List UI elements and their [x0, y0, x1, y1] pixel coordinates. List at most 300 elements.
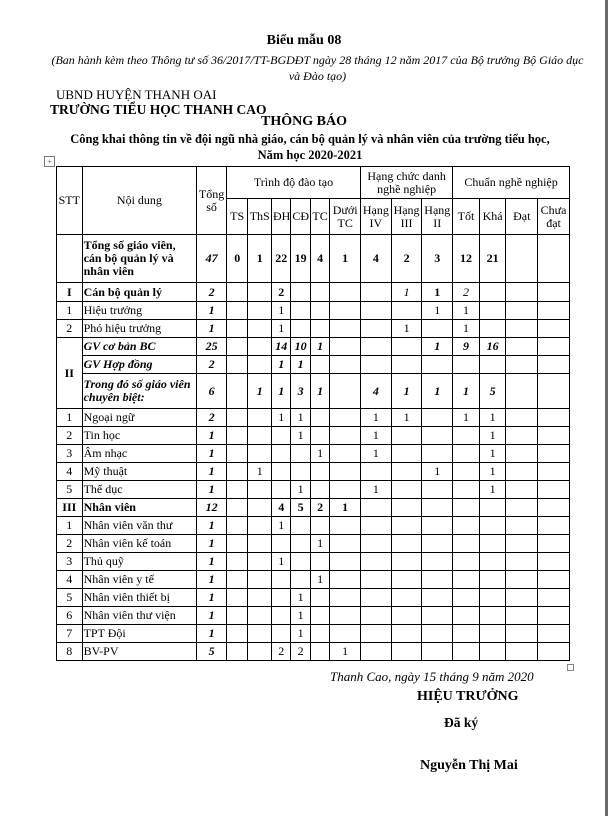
subheader-cell: ThS: [248, 199, 272, 235]
row-label: TPT Đội: [82, 625, 197, 643]
row-cell: 1: [248, 463, 272, 481]
row-cell: [226, 409, 248, 427]
row-cell: [422, 607, 453, 625]
row-label: Thể dục: [82, 481, 197, 499]
table-row: [57, 589, 570, 607]
row-cell: [271, 445, 290, 463]
row-cell: [291, 283, 310, 302]
row-cell: [453, 445, 480, 463]
row-cell: [310, 409, 329, 427]
row-cell: [422, 643, 453, 661]
row-cell: [453, 553, 480, 571]
row-cell: [291, 517, 310, 535]
row-cell: [226, 499, 248, 517]
row-cell: [391, 517, 422, 535]
row-cell: [506, 283, 538, 302]
row-cell: [506, 427, 538, 445]
row-cell: [226, 445, 248, 463]
row-cell: 2: [391, 235, 422, 283]
row-label: Cán bộ quản lý: [82, 283, 197, 302]
row-cell: 1: [291, 356, 310, 374]
notice-title: THÔNG BÁO: [261, 114, 347, 129]
subheader-cell: Khá: [479, 199, 506, 235]
row-cell: [248, 625, 272, 643]
row-cell: 1: [271, 374, 290, 409]
table-body: [57, 167, 570, 661]
row-label: Tin học: [82, 427, 197, 445]
row-cell: [330, 302, 361, 320]
row-total: 1: [197, 535, 227, 553]
row-cell: [391, 356, 422, 374]
row-cell: [271, 589, 290, 607]
row-cell: [391, 535, 422, 553]
row-cell: [453, 463, 480, 481]
row-cell: [361, 625, 392, 643]
row-cell: [479, 356, 506, 374]
row-stt: [57, 235, 83, 283]
row-cell: 14: [271, 338, 290, 356]
legal-basis: (Ban hành kèm theo Thông tư số 36/2017/TT-BGDĐT ngày 28 tháng 12 năm 2017 của Bộ trưởng Bộ Giáo dục và Đào tạo): [51, 53, 584, 83]
table-move-handle-icon[interactable]: +: [44, 156, 55, 167]
table-row: [57, 320, 570, 338]
row-total: 47: [197, 235, 227, 283]
row-label: Nhân viên thư viện: [82, 607, 197, 625]
row-cell: [330, 535, 361, 553]
row-cell: 1: [248, 235, 272, 283]
row-cell: [310, 427, 329, 445]
row-total: 1: [197, 607, 227, 625]
row-cell: [361, 517, 392, 535]
row-cell: [422, 625, 453, 643]
row-stt: 1: [57, 302, 83, 320]
row-cell: 1: [310, 535, 329, 553]
subheader-cell: TS: [226, 199, 248, 235]
row-cell: [506, 499, 538, 517]
subheader-cell: Hạng III: [391, 199, 422, 235]
table-row: [57, 535, 570, 553]
row-cell: 4: [361, 374, 392, 409]
row-cell: [506, 320, 538, 338]
row-cell: 1: [479, 409, 506, 427]
row-cell: 1: [391, 374, 422, 409]
row-cell: [226, 302, 248, 320]
staff-table: [56, 166, 570, 661]
date-place: Thanh Cao, ngày 15 tháng 9 năm 2020: [330, 669, 534, 684]
row-stt: 7: [57, 625, 83, 643]
row-cell: 1: [453, 302, 480, 320]
row-total: 1: [197, 463, 227, 481]
row-cell: [226, 607, 248, 625]
row-cell: [291, 571, 310, 589]
row-label: Tổng số giáo viên, cán bộ quản lý và nhân viên: [82, 235, 197, 283]
row-cell: [538, 338, 570, 356]
subheader-cell: CĐ: [291, 199, 310, 235]
row-cell: [453, 589, 480, 607]
row-cell: [506, 571, 538, 589]
row-cell: [271, 535, 290, 553]
row-cell: [330, 481, 361, 499]
table-row: [57, 571, 570, 589]
row-cell: [479, 535, 506, 553]
row-cell: [538, 409, 570, 427]
row-cell: [506, 553, 538, 571]
row-cell: 1: [422, 463, 453, 481]
row-cell: [453, 517, 480, 535]
row-cell: [271, 625, 290, 643]
subheader-cell: Đạt: [506, 199, 538, 235]
row-cell: [248, 283, 272, 302]
row-cell: [248, 356, 272, 374]
row-cell: [453, 571, 480, 589]
row-label: Nhân viên văn thư: [82, 517, 197, 535]
row-cell: 2: [271, 643, 290, 661]
row-label: Thủ quỹ: [82, 553, 197, 571]
row-cell: [226, 571, 248, 589]
row-total: 1: [197, 571, 227, 589]
row-cell: [391, 643, 422, 661]
row-stt: 5: [57, 481, 83, 499]
row-cell: 3: [291, 374, 310, 409]
row-cell: [248, 320, 272, 338]
row-cell: [506, 625, 538, 643]
row-stt: 6: [57, 607, 83, 625]
subheader-cell: ĐH: [271, 199, 290, 235]
row-cell: 1: [361, 427, 392, 445]
table-row: [57, 445, 570, 463]
row-cell: [310, 320, 329, 338]
table-row: [57, 302, 570, 320]
row-cell: [330, 356, 361, 374]
row-cell: 1: [310, 374, 329, 409]
row-cell: [291, 320, 310, 338]
header-stt: STT: [57, 167, 83, 235]
row-label: Nhân viên y tế: [82, 571, 197, 589]
row-cell: [506, 481, 538, 499]
row-cell: [330, 283, 361, 302]
row-cell: [226, 535, 248, 553]
row-total: 1: [197, 320, 227, 338]
row-cell: [361, 535, 392, 553]
row-cell: [361, 499, 392, 517]
row-cell: [226, 463, 248, 481]
row-cell: [248, 535, 272, 553]
table-row: [57, 427, 570, 445]
row-cell: [310, 589, 329, 607]
row-cell: 1: [271, 409, 290, 427]
row-cell: 1: [361, 409, 392, 427]
row-cell: [538, 463, 570, 481]
table-row: [57, 409, 570, 427]
row-cell: [506, 356, 538, 374]
row-cell: [479, 571, 506, 589]
row-cell: 1: [330, 235, 361, 283]
row-cell: [538, 356, 570, 374]
row-cell: [271, 571, 290, 589]
row-cell: [330, 553, 361, 571]
row-stt: 3: [57, 445, 83, 463]
row-cell: [422, 499, 453, 517]
row-cell: 5: [479, 374, 506, 409]
subheader-cell: TC: [310, 199, 329, 235]
row-cell: [479, 320, 506, 338]
row-cell: [479, 553, 506, 571]
row-cell: [391, 625, 422, 643]
row-cell: 19: [291, 235, 310, 283]
row-cell: 1: [479, 427, 506, 445]
row-cell: 1: [361, 481, 392, 499]
row-cell: [391, 445, 422, 463]
row-cell: [248, 571, 272, 589]
row-cell: 9: [453, 338, 480, 356]
row-cell: [538, 481, 570, 499]
row-cell: [422, 553, 453, 571]
row-cell: [291, 463, 310, 481]
row-cell: 1: [291, 481, 310, 499]
row-cell: 1: [330, 499, 361, 517]
row-label: Hiệu trưởng: [82, 302, 197, 320]
row-cell: [422, 427, 453, 445]
row-cell: 4: [361, 235, 392, 283]
row-cell: 1: [479, 445, 506, 463]
row-total: 1: [197, 427, 227, 445]
row-cell: [422, 445, 453, 463]
table-row: [57, 235, 570, 283]
row-cell: 1: [310, 338, 329, 356]
row-label: Nhân viên thiết bị: [82, 589, 197, 607]
row-total: 2: [197, 283, 227, 302]
row-total: 1: [197, 445, 227, 463]
row-cell: 1: [291, 625, 310, 643]
row-cell: 1: [271, 356, 290, 374]
subheader-cell: Hạng II: [422, 199, 453, 235]
row-cell: [506, 235, 538, 283]
row-label: BV-PV: [82, 643, 197, 661]
row-cell: [291, 553, 310, 571]
row-cell: [330, 517, 361, 535]
row-cell: [538, 283, 570, 302]
row-cell: [271, 607, 290, 625]
row-cell: [538, 499, 570, 517]
table-row: [57, 338, 570, 356]
row-stt: 4: [57, 463, 83, 481]
row-cell: [538, 374, 570, 409]
row-label: GV Hợp đồng: [82, 356, 197, 374]
row-cell: [291, 445, 310, 463]
row-total: 1: [197, 481, 227, 499]
row-cell: [361, 356, 392, 374]
row-cell: [248, 427, 272, 445]
header-total: Tổng số: [197, 167, 227, 235]
signer-title: HIỆU TRƯỞNG: [417, 689, 519, 704]
row-cell: [271, 427, 290, 445]
row-cell: 1: [453, 320, 480, 338]
row-cell: [391, 427, 422, 445]
row-cell: [506, 374, 538, 409]
row-cell: [330, 320, 361, 338]
row-label: Trong đó số giáo viên chuyên biệt:: [82, 374, 197, 409]
row-cell: [506, 338, 538, 356]
row-cell: 2: [291, 643, 310, 661]
row-total: 1: [197, 625, 227, 643]
row-cell: [248, 607, 272, 625]
row-cell: [453, 481, 480, 499]
row-cell: [330, 571, 361, 589]
row-cell: 1: [291, 409, 310, 427]
row-cell: [226, 553, 248, 571]
row-cell: [538, 553, 570, 571]
row-cell: [506, 517, 538, 535]
row-cell: [453, 356, 480, 374]
row-cell: [330, 589, 361, 607]
row-cell: [310, 625, 329, 643]
row-cell: [248, 409, 272, 427]
row-cell: [310, 607, 329, 625]
row-label: Phó hiệu trưởng: [82, 320, 197, 338]
row-cell: [361, 553, 392, 571]
row-cell: [538, 320, 570, 338]
row-cell: [361, 302, 392, 320]
row-cell: [291, 302, 310, 320]
row-total: 25: [197, 338, 227, 356]
row-cell: [361, 607, 392, 625]
notice-subtitle: [40, 131, 580, 163]
row-cell: 1: [271, 302, 290, 320]
row-cell: [226, 643, 248, 661]
row-cell: 2: [271, 283, 290, 302]
row-cell: [391, 607, 422, 625]
row-cell: [226, 517, 248, 535]
row-cell: [391, 553, 422, 571]
row-cell: 1: [453, 374, 480, 409]
row-cell: 1: [291, 589, 310, 607]
row-cell: [506, 302, 538, 320]
row-cell: [248, 589, 272, 607]
row-cell: [391, 302, 422, 320]
row-total: 5: [197, 643, 227, 661]
row-cell: [506, 535, 538, 553]
row-cell: [422, 535, 453, 553]
row-cell: [538, 235, 570, 283]
row-cell: [330, 625, 361, 643]
row-stt: II: [57, 338, 83, 409]
row-cell: [330, 409, 361, 427]
row-cell: 21: [479, 235, 506, 283]
row-cell: 1: [271, 320, 290, 338]
row-cell: [453, 625, 480, 643]
row-cell: 1: [391, 283, 422, 302]
subheader-cell: Dưới TC: [330, 199, 361, 235]
table-row: [57, 643, 570, 661]
row-label: Mỹ thuật: [82, 463, 197, 481]
row-cell: [310, 302, 329, 320]
header-prof-standard: Chuẩn nghề nghiệp: [453, 167, 570, 199]
row-cell: [538, 589, 570, 607]
row-cell: [453, 499, 480, 517]
row-cell: [310, 481, 329, 499]
row-cell: [422, 517, 453, 535]
row-cell: [506, 463, 538, 481]
row-cell: [226, 374, 248, 409]
row-stt: 1: [57, 517, 83, 535]
row-cell: [479, 607, 506, 625]
table-row: [57, 283, 570, 302]
row-cell: [248, 643, 272, 661]
subtitle-line-2: Năm học 2020-2021: [257, 148, 363, 162]
row-cell: 1: [271, 553, 290, 571]
row-cell: [422, 356, 453, 374]
row-cell: [361, 283, 392, 302]
row-cell: 1: [361, 445, 392, 463]
signer-name: Nguyễn Thị Mai: [420, 758, 518, 773]
row-stt: 2: [57, 427, 83, 445]
row-cell: [310, 463, 329, 481]
row-cell: [538, 302, 570, 320]
row-cell: [248, 302, 272, 320]
row-cell: 1: [422, 302, 453, 320]
row-cell: 5: [291, 499, 310, 517]
row-cell: [361, 320, 392, 338]
table-row: [57, 625, 570, 643]
row-cell: [310, 356, 329, 374]
row-total: 1: [197, 553, 227, 571]
row-stt: 3: [57, 553, 83, 571]
row-cell: 1: [391, 409, 422, 427]
row-cell: [391, 589, 422, 607]
row-cell: 1: [422, 338, 453, 356]
row-cell: [453, 607, 480, 625]
row-cell: [506, 643, 538, 661]
row-cell: 4: [271, 499, 290, 517]
end-of-cell-marker: [567, 664, 574, 671]
row-cell: [538, 625, 570, 643]
row-cell: [479, 589, 506, 607]
row-cell: 0: [226, 235, 248, 283]
row-cell: 1: [391, 320, 422, 338]
row-cell: [248, 481, 272, 499]
signed-note: Đã ký: [444, 715, 479, 730]
row-cell: 1: [422, 283, 453, 302]
row-label: Nhân viên: [82, 499, 197, 517]
row-cell: [391, 338, 422, 356]
row-total: 1: [197, 589, 227, 607]
row-cell: [291, 535, 310, 553]
row-stt: 8: [57, 643, 83, 661]
row-cell: 1: [479, 463, 506, 481]
subheader-cell: Tốt: [453, 199, 480, 235]
row-cell: [361, 643, 392, 661]
row-cell: [479, 499, 506, 517]
row-cell: [479, 302, 506, 320]
row-cell: [226, 589, 248, 607]
table-row: [57, 499, 570, 517]
row-cell: 1: [330, 643, 361, 661]
row-cell: 1: [310, 571, 329, 589]
row-cell: [422, 589, 453, 607]
row-cell: [226, 320, 248, 338]
row-cell: [330, 427, 361, 445]
row-cell: 2: [453, 283, 480, 302]
row-cell: [538, 427, 570, 445]
row-total: 2: [197, 356, 227, 374]
row-cell: [248, 517, 272, 535]
row-cell: [226, 625, 248, 643]
row-cell: [310, 643, 329, 661]
row-cell: 1: [453, 409, 480, 427]
row-cell: [226, 338, 248, 356]
row-cell: [391, 499, 422, 517]
row-cell: 1: [291, 427, 310, 445]
subheader-cell: Chưa đạt: [538, 199, 570, 235]
